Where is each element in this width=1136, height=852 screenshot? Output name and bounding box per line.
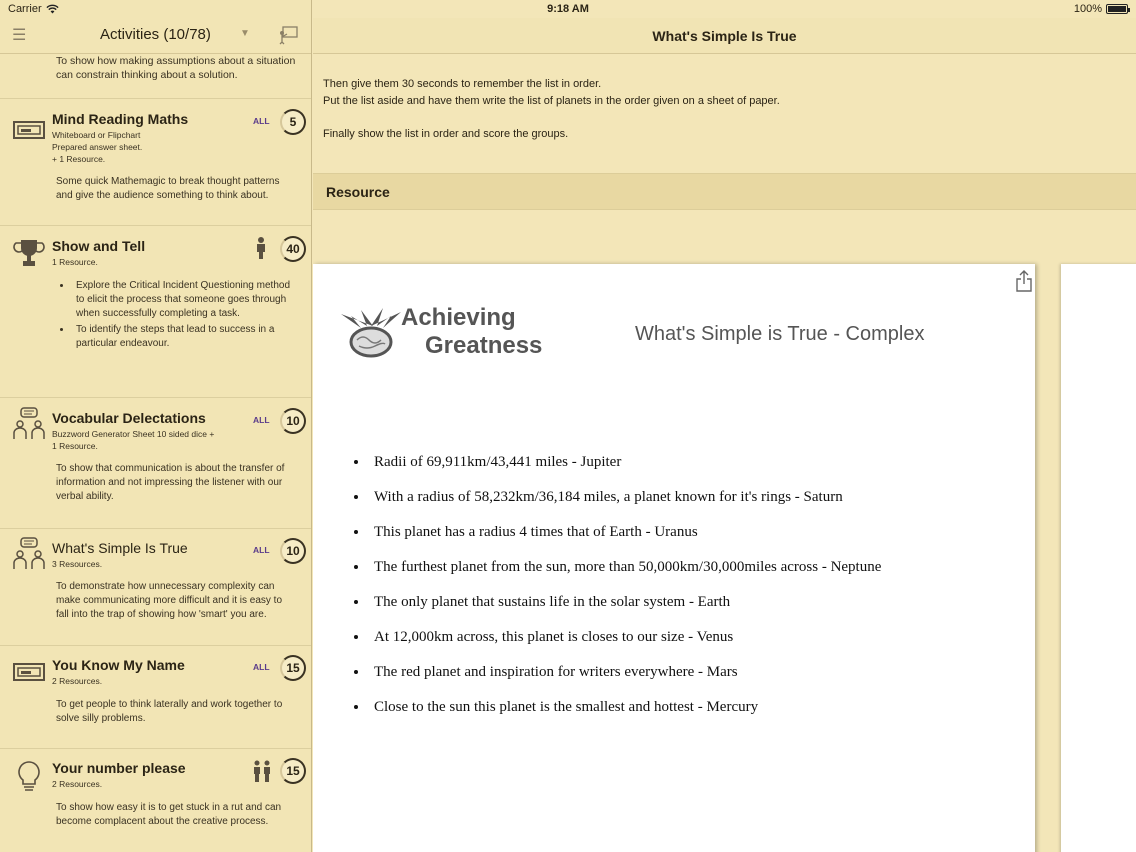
- list-item: • The only planet that sustains life in the solar system - Earth: [369, 594, 881, 611]
- activity-description: To show how easy it is to get stuck in a rut and can become complacent about the creative process.: [56, 802, 282, 827]
- meta-line: + 1 Resource.: [52, 154, 106, 164]
- instructions: [323, 76, 1023, 143]
- activity-meta: [52, 256, 98, 268]
- list-item: • Radii of 69,911km/43,441 miles - Jupiter: [369, 454, 881, 471]
- audience-badge: ALL: [253, 415, 270, 425]
- meta-line: 2 Resources.: [52, 676, 103, 686]
- resource-section-header: [313, 173, 1136, 210]
- meta-line: Buzzword Generator Sheet 10 sided dice +: [52, 429, 215, 439]
- meta-line: 1 Resource.: [52, 441, 98, 451]
- lightbulb-icon: [12, 759, 46, 793]
- status-bar: [0, 0, 1136, 18]
- battery-percent: 100%: [1073, 3, 1102, 15]
- duration-badge: 10: [280, 538, 306, 564]
- meta-line: 1 Resource.: [52, 257, 98, 267]
- activity-title: Vocabular Delectations: [52, 410, 206, 426]
- objective-bullet: • To identify the steps that lead to success in a particular endeavour.: [72, 323, 296, 351]
- activity-item-whats-simple-is-true[interactable]: [0, 529, 312, 646]
- meta-line: 3 Resources.: [52, 559, 103, 569]
- detail-header: [313, 18, 1136, 54]
- activity-meta: [52, 129, 142, 165]
- meta-line: 2 Resources.: [52, 779, 103, 789]
- chevron-down-icon[interactable]: ▼: [240, 28, 250, 39]
- activity-item-vocabular-delectations[interactable]: [0, 398, 312, 529]
- list-item: • With a radius of 58,232km/36,184 miles, a planet known for it's rings - Saturn: [369, 489, 881, 506]
- activity-description: To show that communication is about the transfer of information and not impressing the listener with our verbal ability.: [56, 463, 285, 502]
- audience-badge: ALL: [253, 662, 270, 672]
- activities-sidebar: [0, 0, 312, 852]
- share-icon[interactable]: [1015, 269, 1033, 293]
- activity-meta: [52, 778, 102, 790]
- carrier-label: Carrier: [8, 3, 42, 15]
- battery-fill: [1108, 6, 1126, 12]
- logo-text: [401, 304, 542, 360]
- activity-description-partial: To show how making assumptions about a situation can constrain thinking about a solution.: [0, 54, 312, 99]
- list-item: • At 12,000km across, this planet is closes to our size - Venus: [369, 629, 881, 646]
- status-time: 9:18 AM: [547, 3, 589, 15]
- logo-line: Greatness: [425, 332, 543, 359]
- whiteboard-icon: [12, 113, 46, 147]
- document-title: What's Simple is True - Complex: [635, 323, 925, 345]
- duration-badge: 15: [280, 655, 306, 681]
- activity-item-you-know-my-name[interactable]: [0, 646, 312, 749]
- duration-badge: 15: [280, 758, 306, 784]
- sidebar-title: Activities (10/78): [100, 26, 211, 43]
- group-icon: [252, 759, 272, 783]
- activity-meta: [52, 428, 214, 452]
- list-item: • The red planet and inspiration for writers everywhere - Mars: [369, 664, 881, 681]
- activity-title: What's Simple Is True: [52, 540, 188, 556]
- conversation-icon: [12, 537, 46, 571]
- list-item: • Close to the sun this planet is the smallest and hottest - Mercury: [369, 699, 881, 716]
- activity-item-your-number-please[interactable]: [0, 749, 312, 852]
- next-document-page[interactable]: [1061, 264, 1136, 852]
- duration-badge: 5: [280, 109, 306, 135]
- audience-badge: ALL: [253, 545, 270, 555]
- presenter-icon[interactable]: [277, 24, 299, 46]
- menu-icon[interactable]: ☰: [12, 27, 27, 44]
- trophy-icon: [12, 236, 46, 270]
- planet-list: [369, 454, 881, 734]
- duration-badge: 10: [280, 408, 306, 434]
- activity-title: Show and Tell: [52, 238, 146, 254]
- activity-description: To demonstrate how unnecessary complexity can make communicating more difficult and it is easy to fall into the trap of showing how 'smart' you are.: [56, 581, 283, 620]
- sidebar-header: [0, 18, 312, 54]
- activity-detail-pane: [313, 0, 1136, 852]
- instruction-line: Then give them 30 seconds to remember the list in order.: [323, 78, 602, 90]
- objective-bullet: • Explore the Critical Incident Questioning method to elicit the process that someone goes through when successfully completing a task.: [72, 279, 296, 321]
- activity-title: You Know My Name: [52, 657, 185, 673]
- instruction-line: Finally show the list in order and score the groups.: [323, 128, 569, 140]
- single-person-icon: [252, 236, 270, 260]
- page-title: What's Simple Is True: [652, 28, 797, 44]
- battery-icon: [1106, 4, 1128, 14]
- activity-list: [0, 54, 312, 852]
- whiteboard-icon: [12, 655, 46, 689]
- list-item: • This planet has a radius 4 times that of Earth - Uranus: [369, 524, 881, 541]
- activity-description: To get people to think laterally and work together to solve silly problems.: [56, 699, 283, 724]
- winged-brain-icon: [339, 306, 403, 362]
- logo-line: Achieving: [401, 304, 516, 331]
- duration-badge: 40: [280, 236, 306, 262]
- activity-meta: [52, 675, 102, 687]
- instruction-line: Put the list aside and have them write the list of planets in the order given on a sheet of paper.: [323, 95, 780, 107]
- activity-description: [56, 279, 296, 353]
- resource-document-page[interactable]: [313, 264, 1035, 852]
- conversation-icon: [12, 407, 46, 441]
- resource-label: Resource: [326, 184, 390, 200]
- meta-line: Prepared answer sheet.: [52, 142, 143, 152]
- list-item: • The furthest planet from the sun, more than 50,000km/30,000miles across - Neptune: [369, 559, 881, 576]
- meta-line: Whiteboard or Flipchart: [52, 130, 141, 140]
- activity-item-mind-reading-maths[interactable]: [0, 99, 312, 226]
- activity-title: Mind Reading Maths: [52, 111, 189, 127]
- wifi-icon: [46, 4, 59, 14]
- activity-item-show-and-tell[interactable]: [0, 226, 312, 398]
- achieving-greatness-logo: [339, 302, 549, 362]
- activity-title: Your number please: [52, 760, 186, 776]
- activity-meta: [52, 558, 102, 570]
- activity-description: Some quick Mathemagic to break thought patterns and give the audience something to think about.: [56, 176, 280, 201]
- audience-badge: ALL: [253, 116, 270, 126]
